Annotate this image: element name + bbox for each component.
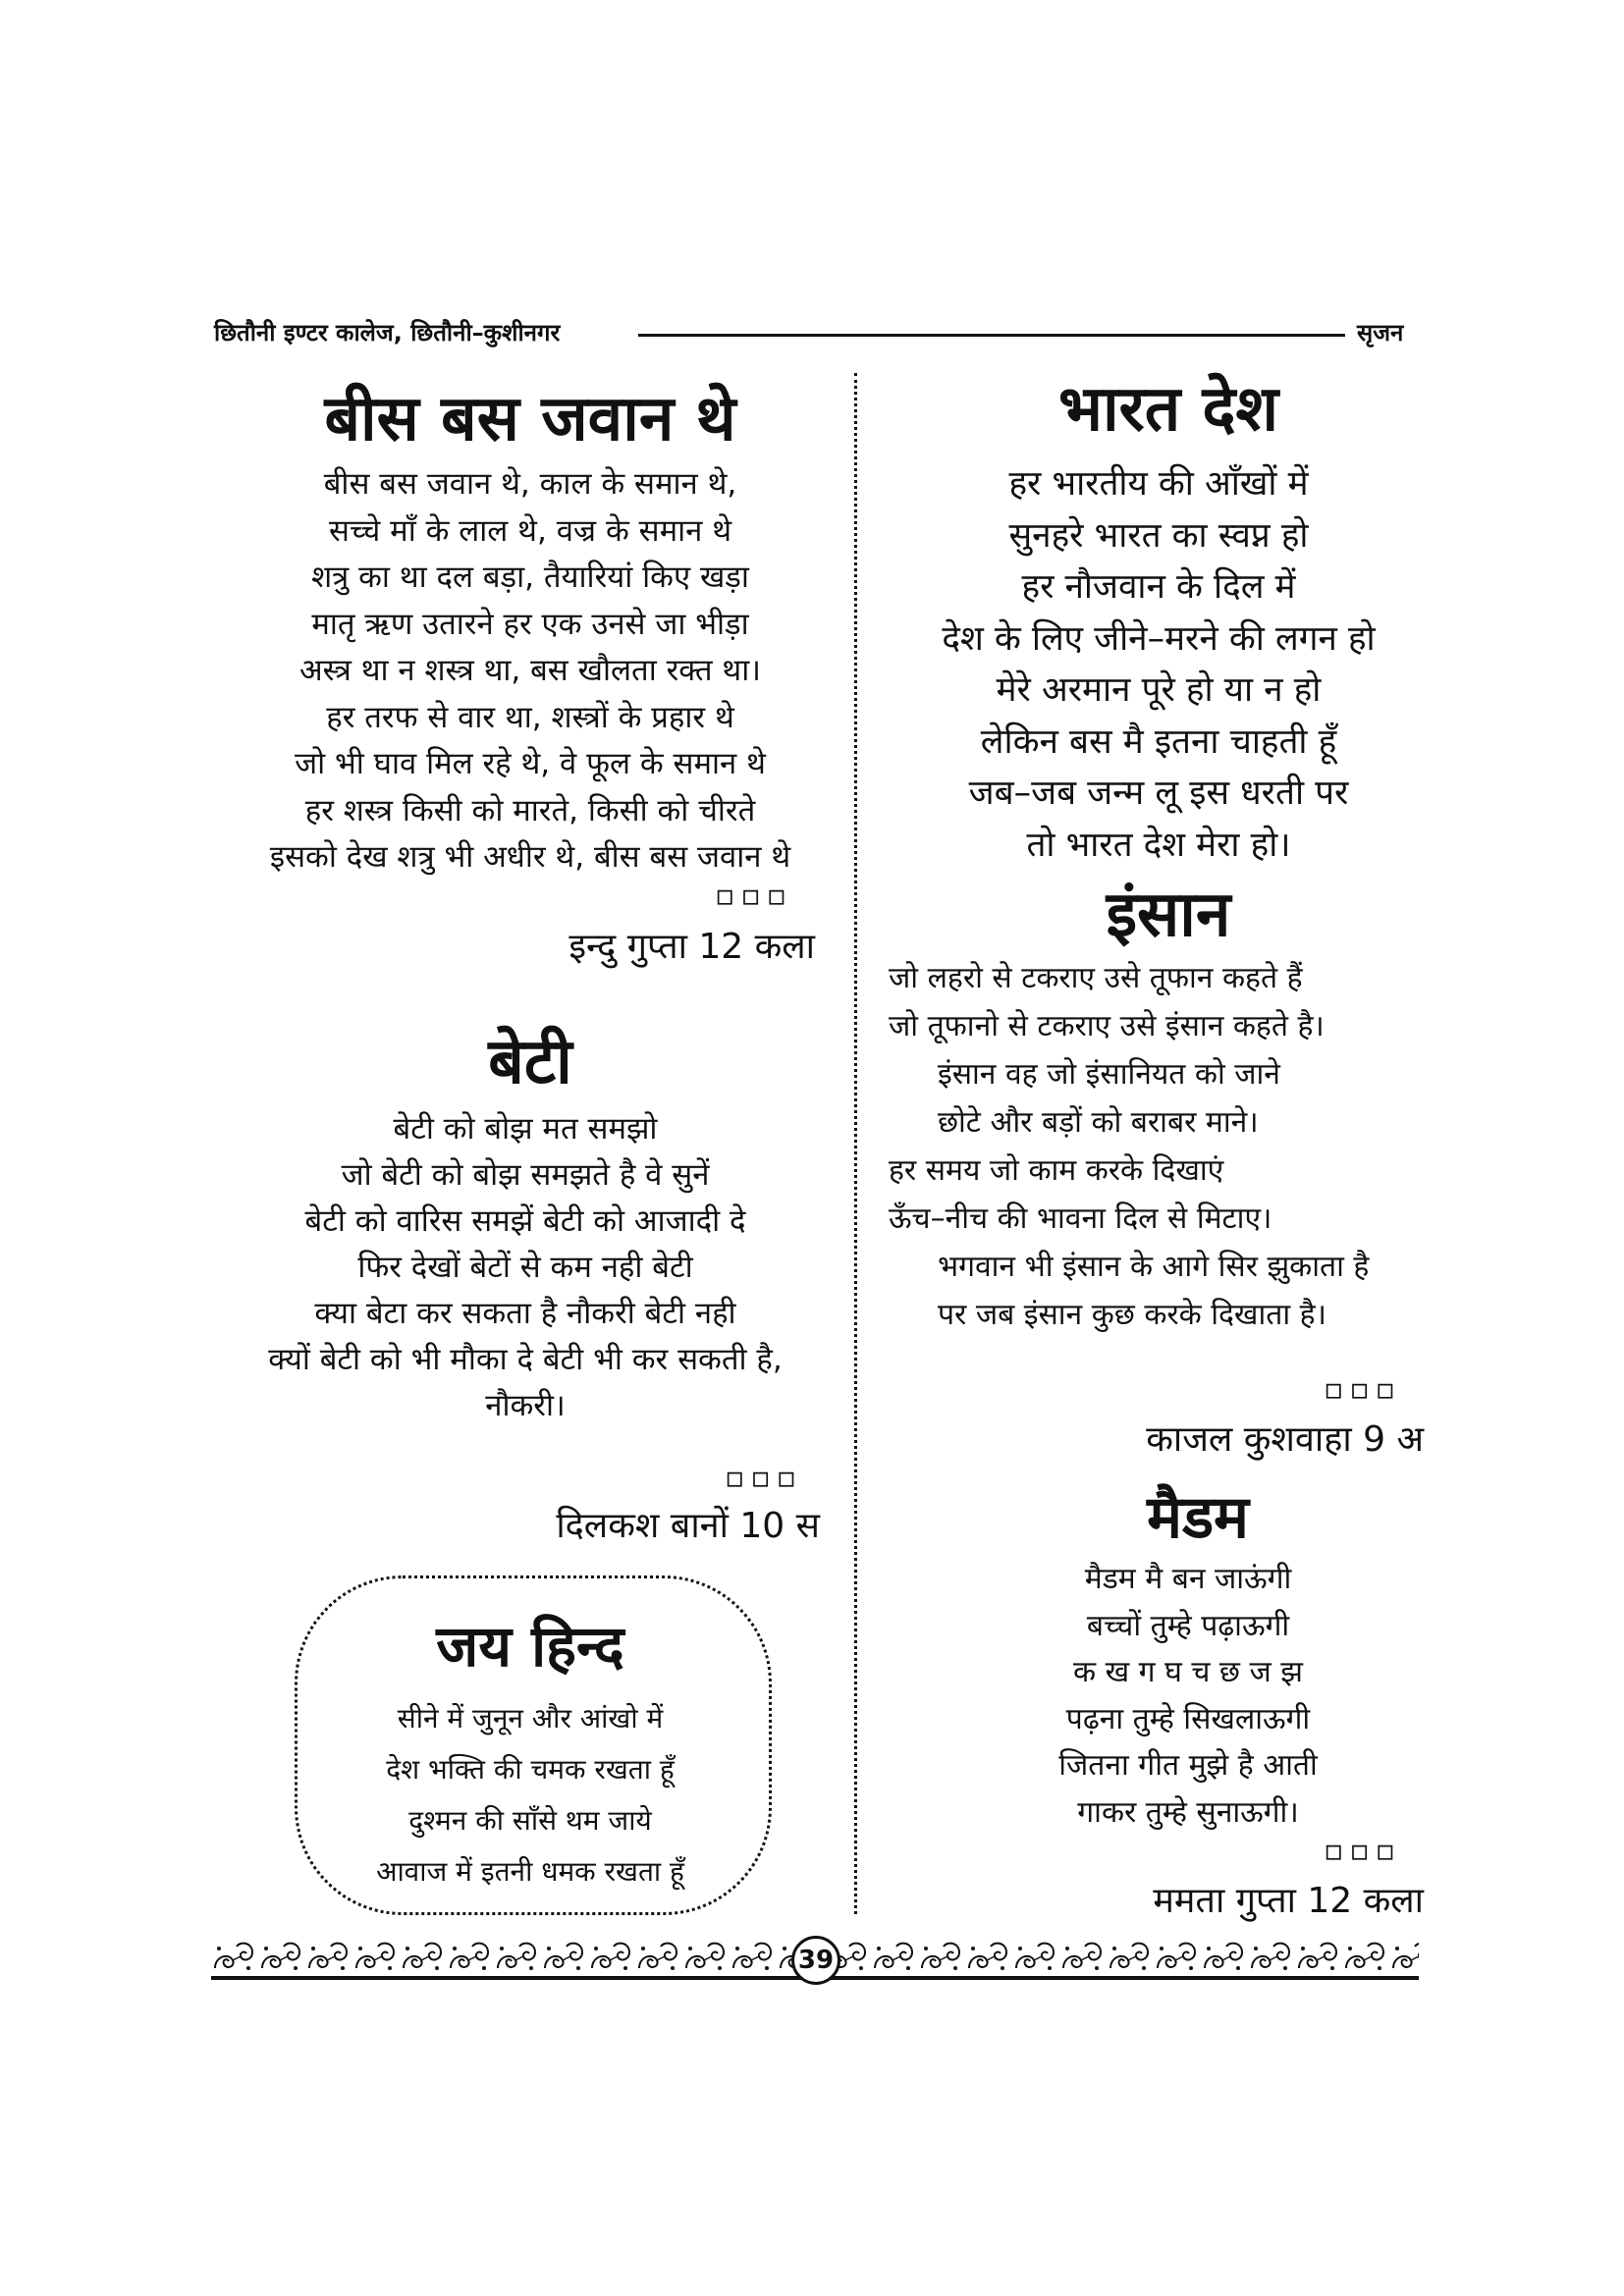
header-institution: छितौनी इण्टर कालेज, छितौनी–कुशीनगर xyxy=(214,319,561,347)
poem-author-insaan: काजल कुशवाहा 9 अ xyxy=(1146,1419,1424,1460)
poem-line: मातृ ऋण उतारने हर एक उनसे जा भीड़ा xyxy=(311,606,749,642)
poem-line: फिर देखों बेटों से कम नही बेटी xyxy=(357,1250,693,1285)
poem-line: क ख ग घ च छ ज झ xyxy=(1073,1655,1303,1689)
poem-line: बेटी को वारिस समझें बेटी को आजादी दे xyxy=(304,1203,746,1239)
poem-body-bharat xyxy=(884,458,1434,871)
poem-line: सीने में जुनून और आंखो में xyxy=(397,1702,664,1735)
poem-body-jaihind xyxy=(324,1693,736,1897)
poem-title-beti: बेटी xyxy=(488,1025,572,1098)
poem-author-beti: दिलकश बानों 10 स xyxy=(556,1506,820,1546)
poem-line: मेरे अरमान पूरे हो या न हो xyxy=(996,670,1322,710)
poem-body-bees xyxy=(226,461,835,881)
poem-title-insaan: इंसान xyxy=(1106,878,1231,951)
poem-line: इंसान वह जो इंसानियत को जाने xyxy=(938,1057,1280,1092)
poem-line: छोटे और बड़ों को बराबर माने। xyxy=(938,1105,1259,1140)
poem-line: इसको देख शत्रु भी अधीर थे, बीस बस जवान थे xyxy=(269,839,791,875)
poem-line: जो भी घाव मिल रहे थे, वे फूल के समान थे xyxy=(295,746,766,781)
poem-line: आवाज में इतनी धमक रखता हूँ xyxy=(376,1855,684,1888)
header-magazine-name: सृजन xyxy=(1357,319,1404,347)
poem-line: गाकर तुम्हे सुनाऊगी। xyxy=(1077,1794,1299,1830)
poem-line: क्यों बेटी को भी मौका दे बेटी भी कर सकती है, xyxy=(268,1342,783,1377)
end-markers: ▫▫▫ xyxy=(725,1461,802,1495)
poem-line: हर शस्त्र किसी को मारते, किसी को चीरते xyxy=(304,792,756,828)
column-divider xyxy=(854,373,857,1914)
poem-title-bees: बीस बस जवान थे xyxy=(324,382,736,455)
poem-line: हर समय जो काम करके दिखाएं xyxy=(889,1153,1224,1188)
end-markers: ▫▫▫ xyxy=(1324,1834,1401,1868)
poem-line: जितना गीत मुझे है आती xyxy=(1058,1748,1318,1783)
poem-line: हर भारतीय की आँखों में xyxy=(1008,464,1309,504)
poem-line: जो बेटी को बोझ समझते है वे सुनें xyxy=(341,1157,710,1193)
poem-title-jaihind: जय हिन्द xyxy=(436,1613,624,1680)
poem-title-bharat: भारत देश xyxy=(1057,372,1278,446)
page-number: 39 xyxy=(791,1936,840,1985)
poem-line: बेटी को बोझ मत समझो xyxy=(393,1111,658,1147)
poem-line: नौकरी। xyxy=(485,1388,566,1423)
poem-line: पढ़ना तुम्हे सिखलाऊगी xyxy=(1065,1701,1311,1736)
poem-line: लेकिन बस मै इतना चाहती हूँ xyxy=(980,721,1337,762)
header-rule xyxy=(638,334,1345,337)
poem-line: सुनहरे भारत का स्वप्न हो xyxy=(1008,515,1309,556)
end-markers: ▫▫▫ xyxy=(1324,1372,1401,1407)
poem-line: पर जब इंसान कुछ करके दिखाता है। xyxy=(938,1298,1326,1332)
poem-line: जब–जब जन्म लू इस धरती पर xyxy=(968,774,1349,813)
poem-line: तो भारत देश मेरा हो। xyxy=(1026,825,1291,865)
poem-line: क्या बेटा कर सकता है नौकरी बेटी नही xyxy=(314,1296,736,1331)
poem-body-beti xyxy=(216,1106,835,1429)
poem-line: बच्चों तुम्हे पढ़ाऊगी xyxy=(1086,1608,1290,1643)
poem-line: अस्त्र था न शस्त्र था, बस खौलता रक्त था। xyxy=(299,653,761,688)
poem-line: ऊँच–नीच की भावना दिल से मिटाए। xyxy=(889,1201,1272,1236)
poem-line: हर तरफ से वार था, शस्त्रों के प्रहार थे xyxy=(326,699,734,735)
poem-line: बीस बस जवान थे, काल के समान थे, xyxy=(323,466,737,502)
poem-line: जो तूफानो से टकराए उसे इंसान कहते है। xyxy=(889,1009,1325,1043)
poem-line: मैडम मै बन जाऊंगी xyxy=(1084,1562,1292,1596)
poem-line: शत्रु का था दल बड़ा, तैयारियां किए खड़ा xyxy=(311,560,749,595)
poem-line: देश के लिए जीने–मरने की लगन हो xyxy=(942,618,1376,659)
poem-body-insaan xyxy=(889,954,1438,1339)
poem-line: जो लहरो से टकराए उसे तूफान कहते हैं xyxy=(889,961,1303,995)
poem-body-madam xyxy=(982,1556,1394,1836)
poem-title-madam: मैडम xyxy=(1147,1483,1249,1552)
poem-line: देश भक्ति की चमक रखता हूँ xyxy=(386,1753,675,1786)
poem-author-madam: ममता गुप्ता 12 कला xyxy=(1153,1881,1424,1921)
poem-line: हर नौजवान के दिल में xyxy=(1021,567,1296,607)
end-markers: ▫▫▫ xyxy=(715,879,792,913)
poem-line: सच्चे माँ के लाल थे, वज्र के समान थे xyxy=(329,512,731,549)
poem-line: भगवान भी इंसान के आगे सिर झुकाता है xyxy=(938,1250,1370,1284)
poem-line: दुश्मन की साँसे थम जाये xyxy=(408,1804,652,1837)
poem-author-bees: इन्दु गुप्ता 12 कला xyxy=(568,927,815,967)
